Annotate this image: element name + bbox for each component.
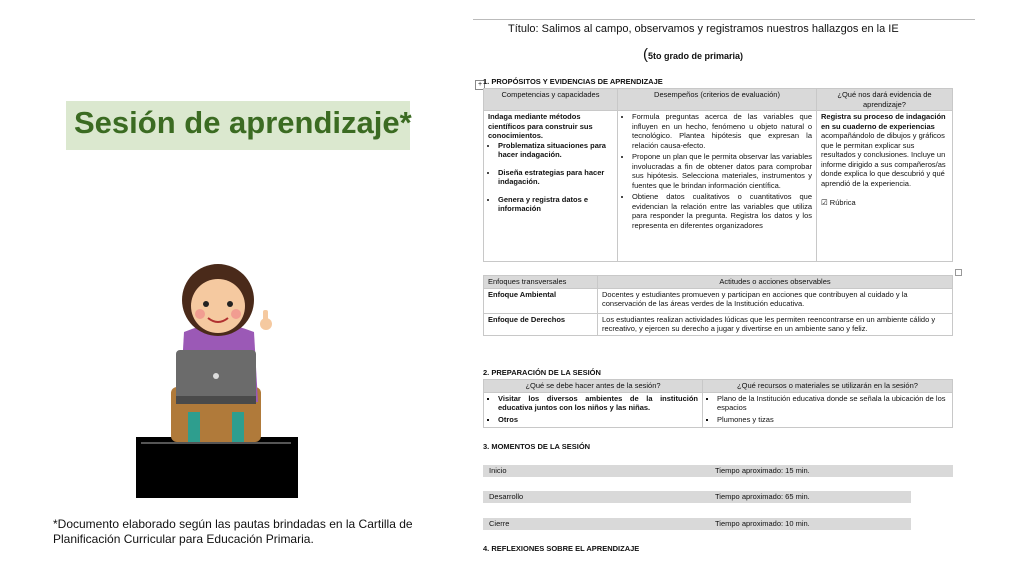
footnote (53, 517, 433, 547)
moment-label: Desarrollo (489, 492, 524, 501)
approach-text: Los estudiantes realizan actividades lúdicas que les permiten reencontrarse en un ambiente cálido y recreativo, y ejercen su derecho a jugar y divertirse en un ambiente sano y feliz. (598, 313, 953, 335)
capacity-item: • Genera y registra datos e información (498, 195, 613, 214)
table-header: ¿Qué nos dará evidencia de aprendizaje? (817, 89, 953, 111)
resource-item: ▪ Plumones y tizas (717, 415, 948, 425)
moment-label: Cierre (489, 519, 510, 528)
capacity-item: • Problematiza situaciones para hacer indagación. (498, 141, 613, 160)
resource-item: ▪ Plano de la Institución educativa donde se señala la ubicación de los espacios (717, 394, 948, 413)
title-prefix: Título: (508, 23, 542, 35)
before-item: ▪ Otros (498, 415, 698, 425)
section-1-heading: 1. PROPÓSITOS Y EVIDENCIAS DE APRENDIZAJE (483, 77, 663, 86)
footnote-line: Planificación Curricular para Educación Primaria. (53, 532, 314, 546)
evidence-bold: Registra su proceso de indagación en su cuaderno de experiencias (821, 112, 946, 131)
resources-cell (703, 392, 953, 428)
evidence-text: acompañándolo de dibujos y gráficos que le permitan explicar sus resultados y conclusiones. Incluye un informe dirigido a sus compañeros/as donde explica lo que descubrió y qué aprendió de la experiencia. (821, 131, 946, 188)
moment-label: Inicio (489, 466, 507, 475)
slide-title-box (66, 101, 410, 150)
slide-title: Sesión de aprendizaje* (74, 105, 412, 140)
rubric-checkbox: ☑ Rúbrica (821, 198, 856, 207)
moment-bar-cierre (483, 518, 911, 530)
moment-time: Tiempo aproximado: 15 min. (715, 466, 810, 475)
grade-paren: ( (643, 46, 648, 63)
section-4-heading: 4. REFLEXIONES SOBRE EL APRENDIZAJE (483, 544, 640, 553)
table-header: Enfoques transversales (484, 276, 598, 289)
table-move-handle-icon[interactable]: + (475, 80, 485, 90)
performance-item: • Propone un plan que le permita observar las variables involucradas a fin de obtener datos para comprobar sus hipótesis. Selecciona materiales, instrumentos y fuentes que le brindan información científica. (632, 152, 812, 190)
moment-bar-inicio (483, 465, 953, 477)
table-header: Desempeños (criterios de evaluación) (618, 89, 817, 111)
girl-with-laptop-illustration (136, 262, 298, 498)
before-item: ▪ Visitar los diversos ambientes de la institución educativa juntos con los niños y las niñas. (498, 394, 698, 413)
table-header: ¿Qué se debe hacer antes de la sesión? (484, 380, 703, 393)
performance-item: • Formula preguntas acerca de las variables que influyen en un hecho, fenómeno u objeto natural o tecnológico. Plantea hipótesis que expresan la relación causa-efecto. (632, 112, 812, 150)
preparation-table (483, 379, 953, 428)
approach-name: Enfoque de Derechos (484, 313, 598, 335)
document-top-rule (473, 19, 975, 20)
grade-subtitle (643, 46, 744, 63)
moment-time: Tiempo aproximado: 65 min. (715, 492, 810, 501)
section-2-heading: 2. PREPARACIÓN DE LA SESIÓN (483, 368, 601, 377)
title-text: Salimos al campo, observamos y registramos nuestros hallazgos en la IE (541, 23, 899, 35)
section-3-heading: 3. MOMENTOS DE LA SESIÓN (483, 442, 591, 451)
transversal-approaches-table (483, 275, 953, 336)
moment-bar-desarrollo (483, 491, 911, 503)
evidence-cell (817, 111, 953, 262)
table-resize-handle-icon[interactable] (955, 269, 962, 276)
performance-item: • Obtiene datos cualitativos o cuantitativos que evidencian la relación entre las variables que utiliza para responder la pregunta. Registra los datos y los representa en diferentes organizadores (632, 192, 812, 230)
approach-name: Enfoque Ambiental (484, 288, 598, 313)
performances-cell (618, 111, 817, 262)
table-header: Competencias y capacidades (484, 89, 618, 111)
before-session-cell (484, 392, 703, 428)
table-header: Actitudes o acciones observables (598, 276, 953, 289)
competence-title: Indaga mediante métodos científicos para construir sus conocimientos. (488, 112, 593, 140)
purposes-table (483, 88, 953, 262)
grade-text: 5to grado de primaria) (648, 51, 744, 61)
competences-cell (484, 111, 618, 262)
session-document (473, 18, 975, 563)
table-header: ¿Qué recursos o materiales se utilizarán en la sesión? (703, 380, 953, 393)
footnote-line: *Documento elaborado según las pautas brindadas en la Cartilla de (53, 517, 413, 531)
moment-time: Tiempo aproximado: 10 min. (715, 519, 810, 528)
document-title (508, 24, 899, 34)
approach-text: Docentes y estudiantes promueven y participan en acciones que contribuyen al cuidado y la conservación de las áreas verdes de la Institución educativa. (598, 288, 953, 313)
capacity-item: • Diseña estrategias para hacer indagación. (498, 168, 613, 187)
